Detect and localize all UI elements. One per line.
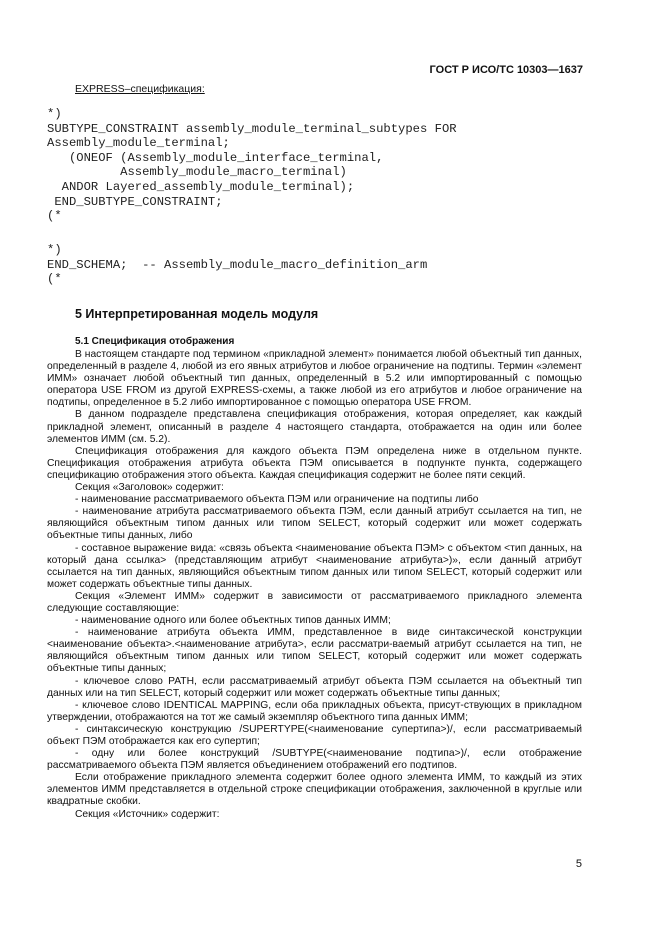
list-item: - наименование рассматриваемого объекта ПЭМ или ограничение на подтипы либо <box>75 494 479 506</box>
paragraph: Секция «Заголовок» содержит: <box>75 482 224 494</box>
list-item: - составное выражение вида: «связь объекта <наименование объекта ПЭМ> с объектом <тип данных, на который дана ссылка> (представляющим атрибут <наименование атрибута>)», если данный атрибут ссылается на тип данных, являющийся объектным типом данных или типом SELECT, который содержит или может содержать объектные типы данных. <box>47 542 582 590</box>
list-item: - ключевое слово PATH, если рассматриваемый атрибут объекта ПЭМ ссылается на объектный тип данных или на тип SELECT, который содержит или может содержать объектные типы данных; <box>47 675 582 699</box>
paragraph: Секция «Источник» содержит: <box>75 808 220 820</box>
express-spec-label: EXPRESS–спецификация: <box>75 83 205 95</box>
express-code-block-subtype-constraint: *) SUBTYPE_CONSTRAINT assembly_module_terminal_subtypes FOR Assembly_module_terminal; (ONEOF (Assembly_module_interface_terminal, Assembly_module_macro_terminal) ANDOR Layered_assembly_module_terminal); END_SUBTYPE_CONSTRAINT; (* <box>47 107 457 224</box>
list-item: - одну или более конструкций /SUBTYPE(<наименование подтипа>)/, если отображение рассматриваемого объекта ПЭМ является объединением отображений его подтипов. <box>47 748 582 772</box>
list-item: - ключевое слово IDENTICAL MAPPING, если оба прикладных объекта, присут-ствующих в прикладном утверждении, отображаются на тот же самый экземпляр объектного типа данных ИММ; <box>47 699 582 723</box>
paragraph: В данном подразделе представлена спецификация отображения, которая определяет, как каждый прикладной элемент, описанный в разделе 4 настоящего стандарта, отображается на один или более элементов ИММ (см. 5.2). <box>47 409 582 445</box>
paragraph: В настоящем стандарте под термином «прикладной элемент» понимается любой объектный тип данных, определенный в разделе 4, любой из его явных атрибутов и любое ограничение на подтипы. Термин «элемент ИММ» означает любой объектный тип данных, определенный в 5.2 или импортированный с помощью оператора USE FROM из другой EXPRESS-схемы, а также любой из его атрибутов и любое ограничение на подтипы, определенное в 5.2 либо импортированное с помощью оператора USE FROM. <box>47 349 582 409</box>
subsection-title: 5.1 Спецификация отображения <box>75 336 235 347</box>
list-item: - наименование атрибута объекта ИММ, представленное в виде синтаксической конструкции <наименование объекта>.<наименование атрибута>, если рассматри-ваемый атрибут ссылается на тип, не являющийся объектным типом данных или типом SELECT, который содержит или может содержать объектные типы данных; <box>47 627 582 675</box>
page-number: 5 <box>575 858 582 870</box>
body-text <box>47 349 582 821</box>
paragraph: Спецификация отображения для каждого объекта ПЭМ определена ниже в отдельном пункте. Спецификация отображения атрибута объекта ПЭМ описывается в подпункте пункта, содержащего спецификацию отображения этого объекта. Каждая спецификация содержит не более пяти секций. <box>47 445 582 481</box>
standard-header: ГОСТ Р ИСО/ТС 10303—1637 <box>429 64 583 76</box>
express-code-block-end-schema: *) END_SCHEMA; -- Assembly_module_macro_definition_arm (* <box>47 243 428 287</box>
list-item: - наименование одного или более объектных типов данных ИММ; <box>75 615 391 627</box>
list-item: - синтаксическую конструкцию /SUPERTYPE(<наименование супертипа>)/, если рассматриваемый объект ПЭМ отображается как его супертип; <box>47 723 582 747</box>
paragraph: Секция «Элемент ИММ» содержит в зависимости от рассматриваемого прикладного элемента следующие составляющие: <box>47 590 582 614</box>
list-item: - наименование атрибута рассматриваемого объекта ПЭМ, если данный атрибут ссылается на тип, не являющийся объектным типом данных или типом SELECT, который содержит или может содержать объектные типы данных, либо <box>47 506 582 542</box>
paragraph: Если отображение прикладного элемента содержит более одного элемента ИММ, то каждый из этих элементов ИММ представляется в отдельной строке спецификации отображения, заключенной в круглые или квадратные скобки. <box>47 772 582 808</box>
section-title: 5 Интерпретированная модель модуля <box>75 307 319 321</box>
